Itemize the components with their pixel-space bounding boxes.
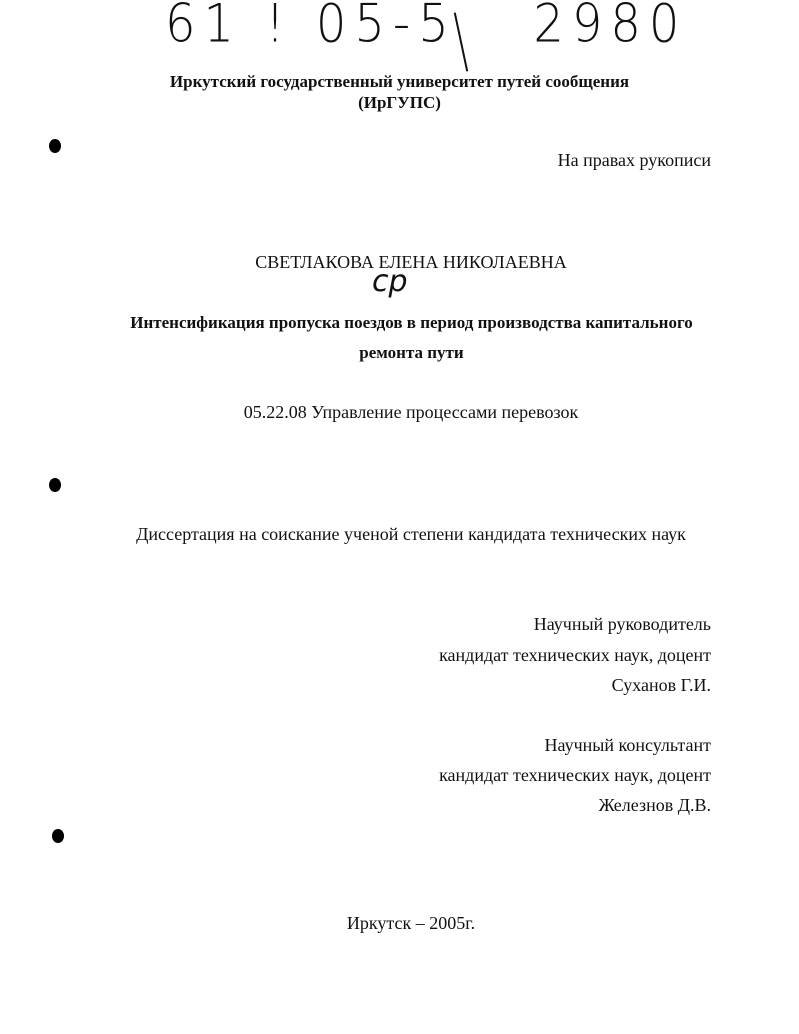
consultant-name: Железнов Д.В. <box>598 795 711 815</box>
thesis-title-line1: Интенсификация пропуска поездов в период производства капитального <box>130 313 693 332</box>
supervisor-role: Научный руководитель <box>533 614 711 634</box>
place-year: Иркутск – 2005г. <box>346 913 476 933</box>
consultant-role: Научный консультант <box>544 735 711 755</box>
institution-abbr: (ИрГУПС) <box>358 93 441 112</box>
punch-hole-bottom <box>52 829 64 843</box>
institution-name: Иркутский государственный университет путей сообщения <box>169 72 630 91</box>
supervisor-rank: кандидат технических наук, доцент <box>439 645 711 665</box>
thesis-title-line2: ремонта пути <box>359 343 464 362</box>
degree-statement: Диссертация на соискание ученой степени кандидата технических наук <box>136 524 686 544</box>
archive-number-text: 2980 <box>533 0 688 55</box>
author-name: СВЕТЛАКОВА ЕЛЕНА НИКОЛАЕВНА <box>255 252 567 272</box>
signature-mark: ср <box>372 264 408 299</box>
manuscript-note: На правах рукописи <box>557 150 711 170</box>
supervisor-name: Суханов Г.И. <box>611 675 711 695</box>
archive-code-text: 61 ! 05-5 <box>165 0 457 55</box>
punch-hole-top <box>49 139 61 153</box>
handwritten-archive-code <box>165 0 687 55</box>
punch-hole-middle <box>49 478 61 492</box>
specialty-code: 05.22.08 Управление процессами перевозок <box>243 402 579 422</box>
consultant-rank: кандидат технических наук, доцент <box>439 765 711 785</box>
